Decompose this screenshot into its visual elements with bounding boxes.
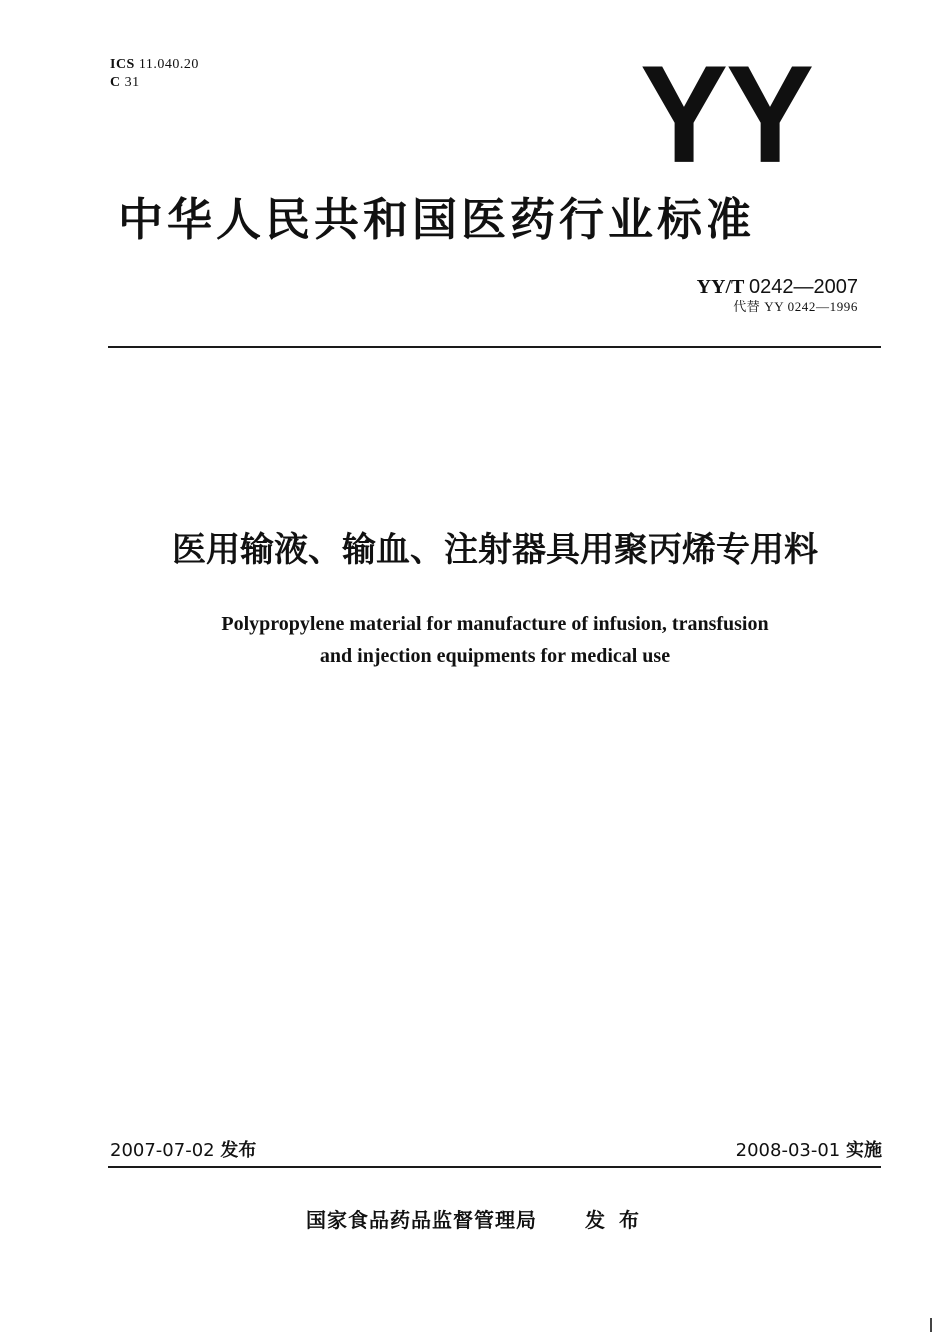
ics-code [110,56,199,74]
issue-date-block [110,1138,256,1164]
standard-code [697,275,858,299]
scan-edge-mark [930,1318,932,1332]
footer-divider [108,1166,881,1168]
ics-label: ICS [110,57,135,72]
standard-code-prefix: YY/T [696,276,745,298]
issue-label: 发布 [220,1140,257,1161]
implement-date-block [736,1138,882,1164]
ccs-label: C [110,75,121,90]
issue-date: 2007-07-02 [110,1140,215,1161]
organization-title: 中华人民共和国医药行业标准 [118,193,756,246]
replaces-standard: 代替 YY 0242—1996 [733,299,858,314]
publisher-line [306,1206,653,1234]
implement-label: 实施 [846,1140,882,1161]
english-title-line-1: Polypropylene material for manufacture of infusion, transfusion [221,613,769,635]
standard-logo: YY [640,36,813,192]
standard-number-block [697,275,858,315]
ccs-code [110,74,199,92]
ics-value: 11.040.20 [138,57,199,72]
implement-date: 2008-03-01 [735,1140,841,1161]
header-divider [108,346,881,348]
standard-code-number: 0242—2007 [749,276,858,298]
publisher-name: 国家食品药品监督管理局 [306,1208,537,1232]
english-title-line-2: and injection equipments for medical use [319,645,671,667]
classification-codes [110,56,199,92]
chinese-title: 医用输液、输血、注射器具用聚丙烯专用料 [172,530,818,570]
english-title [100,608,890,672]
ccs-value: 31 [124,75,140,90]
publisher-action: 发布 [584,1208,653,1232]
